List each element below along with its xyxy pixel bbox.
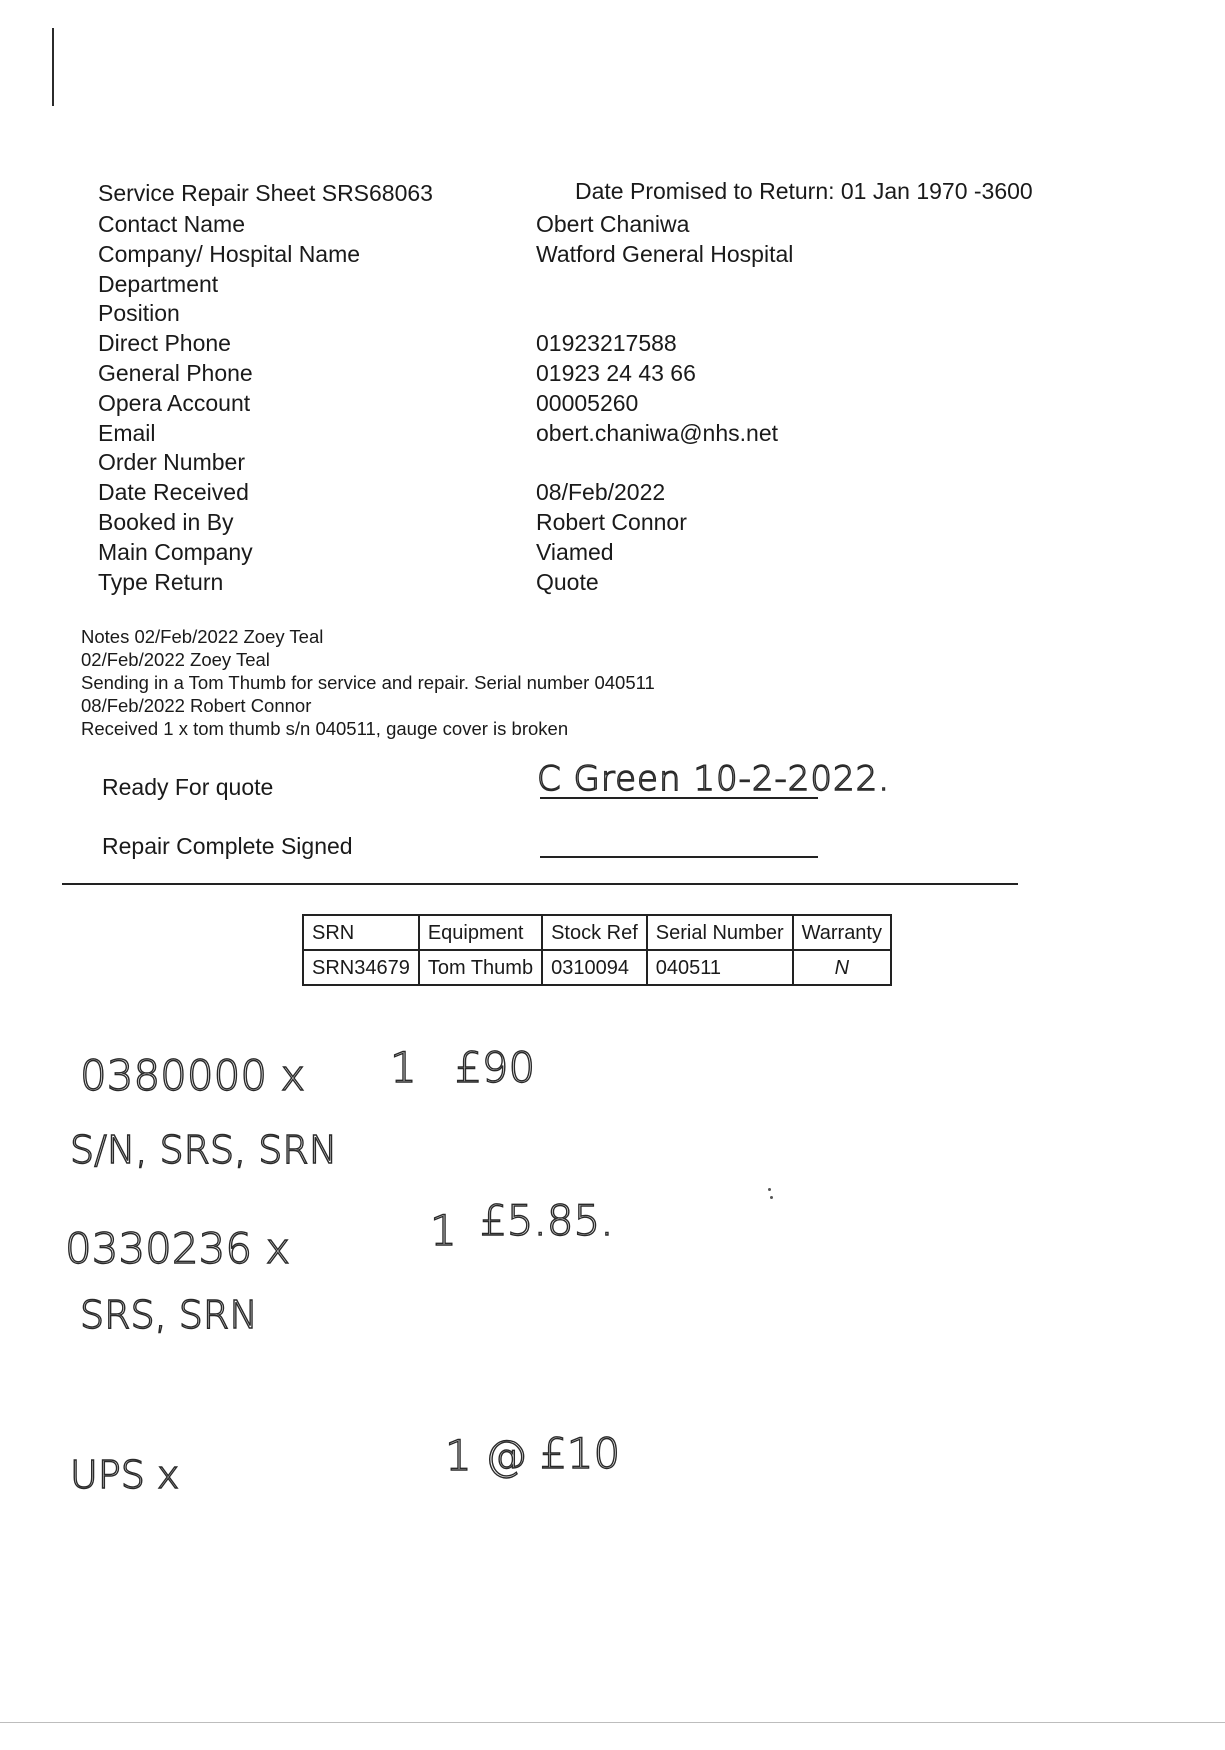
notes-block <box>81 625 655 740</box>
ready-signature-line <box>540 797 818 799</box>
handwritten-part: 0380000 x <box>80 1051 306 1100</box>
column-header: Serial Number <box>647 915 793 950</box>
sheet-title: Service Repair Sheet SRS68063 <box>98 180 433 206</box>
field-label: Booked in By <box>98 508 234 535</box>
handwritten-part: 0330236 x <box>65 1224 291 1273</box>
field-label: Contact Name <box>98 211 246 237</box>
date-promised: Date Promised to Return: 01 Jan 1970 -3600 <box>575 178 1033 204</box>
handwritten-price: £90 <box>455 1043 536 1092</box>
handwritten-qty: 1 <box>430 1206 457 1255</box>
table-row <box>303 950 891 985</box>
field-label: Type Return <box>98 568 224 595</box>
field-label: Direct Phone <box>98 330 231 357</box>
field-label: Order Number <box>98 449 245 476</box>
handwritten-part: SRS, SRN <box>80 1293 258 1337</box>
scan-artifact-mark <box>52 28 54 106</box>
handwritten-price: £10 <box>540 1429 621 1478</box>
table-header-row <box>303 915 891 950</box>
field-label: Email <box>98 419 156 446</box>
field-value: Robert Connor <box>536 508 687 535</box>
table-cell: 040511 <box>647 950 793 985</box>
field-value: 00005260 <box>536 389 639 416</box>
scan-speck <box>770 1196 773 1199</box>
repair-complete-signature-line[interactable] <box>540 856 818 858</box>
field-label: General Phone <box>98 359 253 386</box>
note-line: Sending in a Tom Thumb for service and repair. Serial number 040511 <box>81 672 655 693</box>
note-line: 02/Feb/2022 Zoey Teal <box>81 649 270 670</box>
table-cell: SRN34679 <box>303 950 419 985</box>
field-label: Opera Account <box>98 389 251 416</box>
bottom-scan-edge <box>0 1722 1225 1723</box>
field-value: 01923217588 <box>536 330 677 357</box>
field-value: Watford General Hospital <box>536 240 794 267</box>
field-value: Viamed <box>536 538 614 565</box>
handwritten-line-4 <box>70 1280 470 1340</box>
field-label: Company/ Hospital Name <box>98 240 361 267</box>
equipment-table <box>302 914 892 986</box>
handwritten-line-2 <box>60 1115 460 1175</box>
handwritten-price: £5.85. <box>480 1196 614 1245</box>
field-label: Department <box>98 270 219 297</box>
column-header: Equipment <box>419 915 542 950</box>
handwritten-line-3 <box>55 1195 695 1275</box>
field-label: Date Received <box>98 479 249 506</box>
table-cell: Tom Thumb <box>419 950 542 985</box>
field-value: Obert Chaniwa <box>536 211 690 237</box>
field-value: Quote <box>536 568 599 595</box>
note-line: Notes 02/Feb/2022 Zoey Teal <box>81 626 324 647</box>
ready-signature <box>535 748 975 808</box>
handwritten-qty: 1 @ <box>445 1431 528 1480</box>
repair-complete-label: Repair Complete Signed <box>102 833 353 859</box>
section-divider <box>62 883 1018 885</box>
column-header: Stock Ref <box>542 915 647 950</box>
field-value: 01923 24 43 66 <box>536 359 696 386</box>
handwritten-line-1 <box>60 1040 660 1100</box>
table-cell: N <box>793 950 891 985</box>
scan-speck <box>768 1188 771 1191</box>
table-cell: 0310094 <box>542 950 647 985</box>
handwritten-line-5 <box>60 1420 700 1500</box>
note-line: 08/Feb/2022 Robert Connor <box>81 695 312 716</box>
field-label: Position <box>98 300 180 327</box>
handwritten-part: S/N, SRS, SRN <box>70 1128 338 1172</box>
field-value: obert.chaniwa@nhs.net <box>536 419 778 446</box>
note-line: Received 1 x tom thumb s/n 040511, gauge cover is broken <box>81 718 569 739</box>
field-label: Main Company <box>98 538 253 565</box>
column-header: Warranty <box>793 915 891 950</box>
signature-text: C Green 10-2-2022. <box>537 759 891 799</box>
handwritten-qty: 1 <box>390 1043 417 1092</box>
field-value: 08/Feb/2022 <box>536 479 666 506</box>
ready-for-quote-label: Ready For quote <box>102 774 274 800</box>
column-header: SRN <box>303 915 419 950</box>
handwritten-part: UPS x <box>70 1453 180 1497</box>
